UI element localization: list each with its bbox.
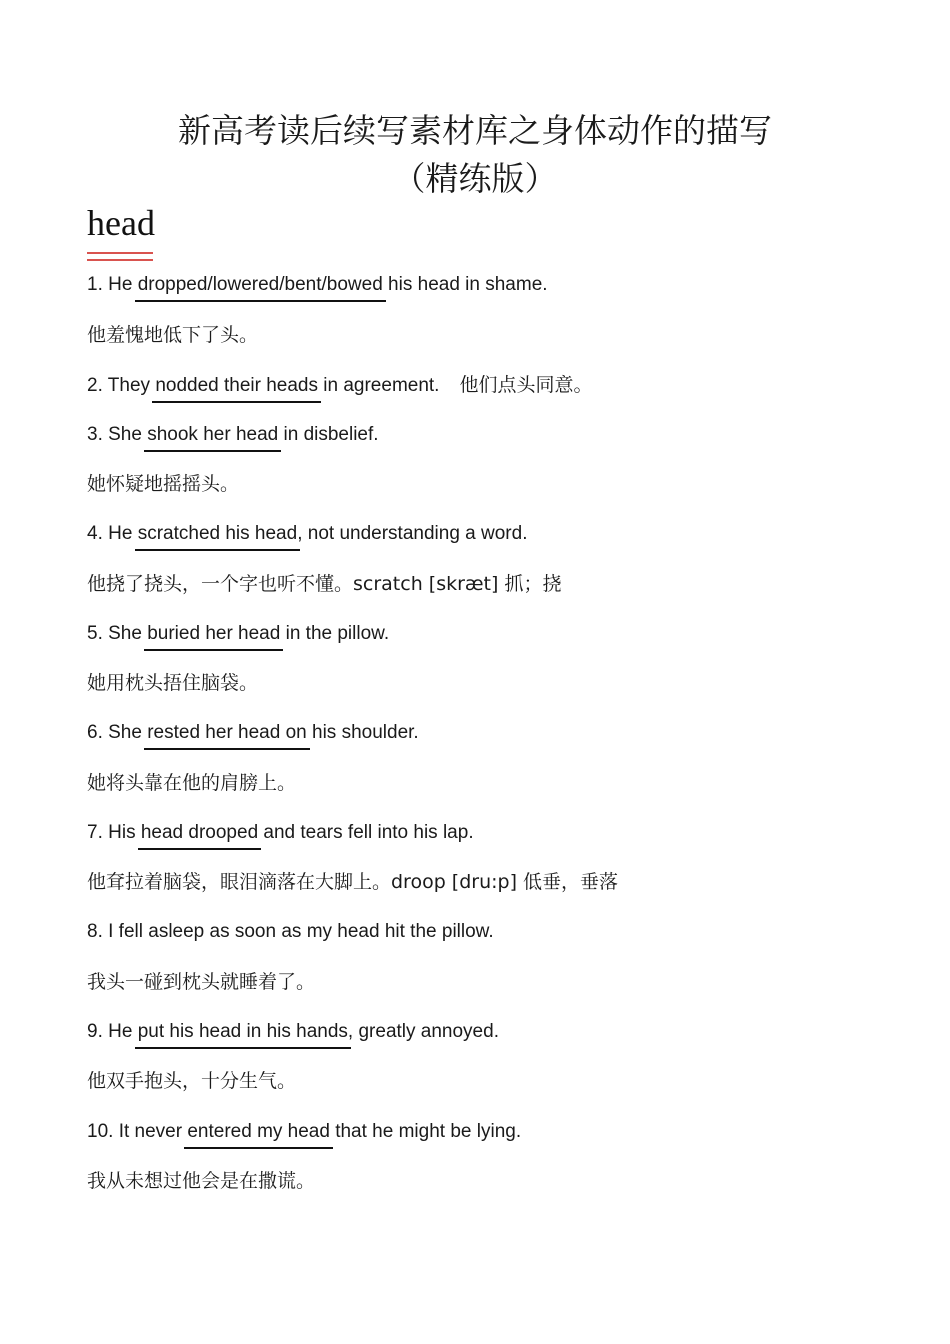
- example-sentence-4: [87, 522, 527, 546]
- sentence-suffix: his head in shame.: [382, 274, 548, 295]
- example-sentence-10: [87, 1120, 521, 1144]
- highlighted-phrase: shook her head: [147, 424, 279, 445]
- example-sentence-1: [87, 273, 548, 297]
- highlighted-phrase: rested her head on: [147, 722, 307, 743]
- translation-1: 他羞愧地低下了头。: [87, 324, 259, 346]
- sentence-prefix: 7. His: [87, 822, 141, 843]
- sentence-prefix: 1. He: [87, 274, 138, 295]
- sentence-suffix: , not understanding a word.: [297, 523, 528, 544]
- sentence-prefix: 4. He: [87, 523, 138, 544]
- sentence-prefix: 10. It never: [87, 1121, 188, 1142]
- highlighted-phrase: entered my head: [187, 1121, 330, 1142]
- translation-2: 他们点头同意。: [459, 374, 593, 396]
- sentence-prefix: 9. He: [87, 1021, 138, 1042]
- heading-underline: [87, 252, 153, 261]
- sentence-prefix: 2. They: [87, 375, 156, 396]
- example-sentence-7: [87, 821, 474, 845]
- sentence-prefix: 3. She: [87, 424, 148, 445]
- example-sentence-2: [87, 373, 592, 398]
- document-subtitle: （精练版）: [392, 159, 558, 198]
- example-sentence-9: [87, 1020, 499, 1044]
- sentence-suffix: in the pillow.: [280, 623, 390, 644]
- translation-3: 她怀疑地摇摇头。: [87, 473, 240, 495]
- highlighted-phrase: nodded their heads: [155, 375, 318, 396]
- translation-10: 我从未想过他会是在撒谎。: [87, 1170, 316, 1192]
- sentence-suffix: that he might be lying.: [329, 1121, 522, 1142]
- highlighted-phrase: put his head in his hands: [137, 1021, 348, 1042]
- highlighted-phrase: head drooped: [140, 822, 259, 843]
- section-heading: head: [87, 203, 155, 243]
- example-sentence-8: 8. I fell asleep as soon as my head hit the pillow.: [87, 921, 494, 942]
- translation-9: 他双手抱头，十分生气。: [87, 1070, 297, 1092]
- example-sentence-6: [87, 721, 419, 745]
- sentence-prefix: 5. She: [87, 623, 148, 644]
- highlighted-phrase: dropped/lowered/bent/bowed: [137, 274, 383, 295]
- translation-8: 我头一碰到枕头就睡着了。: [87, 971, 316, 993]
- sentence-suffix: , greatly annoyed.: [347, 1021, 499, 1042]
- sentence-prefix: 6. She: [87, 722, 148, 743]
- translation-6: 她将头靠在他的肩膀上。: [87, 772, 297, 794]
- sentence-suffix: in disbelief.: [278, 424, 379, 445]
- translation-5: 她用枕头捂住脑袋。: [87, 672, 259, 694]
- translation-7: 他耷拉着脑袋，眼泪滴落在大脚上。droop [dru:p] 低垂，垂落: [87, 871, 619, 893]
- highlighted-phrase: buried her head: [147, 623, 281, 644]
- sentence-suffix: his shoulder.: [306, 722, 419, 743]
- example-sentence-3: [87, 423, 379, 447]
- translation-4: 他挠了挠头，一个字也听不懂。scratch [skræt] 抓；挠: [87, 573, 562, 595]
- highlighted-phrase: scratched his head: [137, 523, 298, 544]
- example-sentence-5: [87, 622, 389, 646]
- sentence-suffix: and tears fell into his lap.: [258, 822, 474, 843]
- document-title: 新高考读后续写素材库之身体动作的描写: [178, 111, 772, 150]
- sentence-suffix: in agreement.: [318, 375, 440, 396]
